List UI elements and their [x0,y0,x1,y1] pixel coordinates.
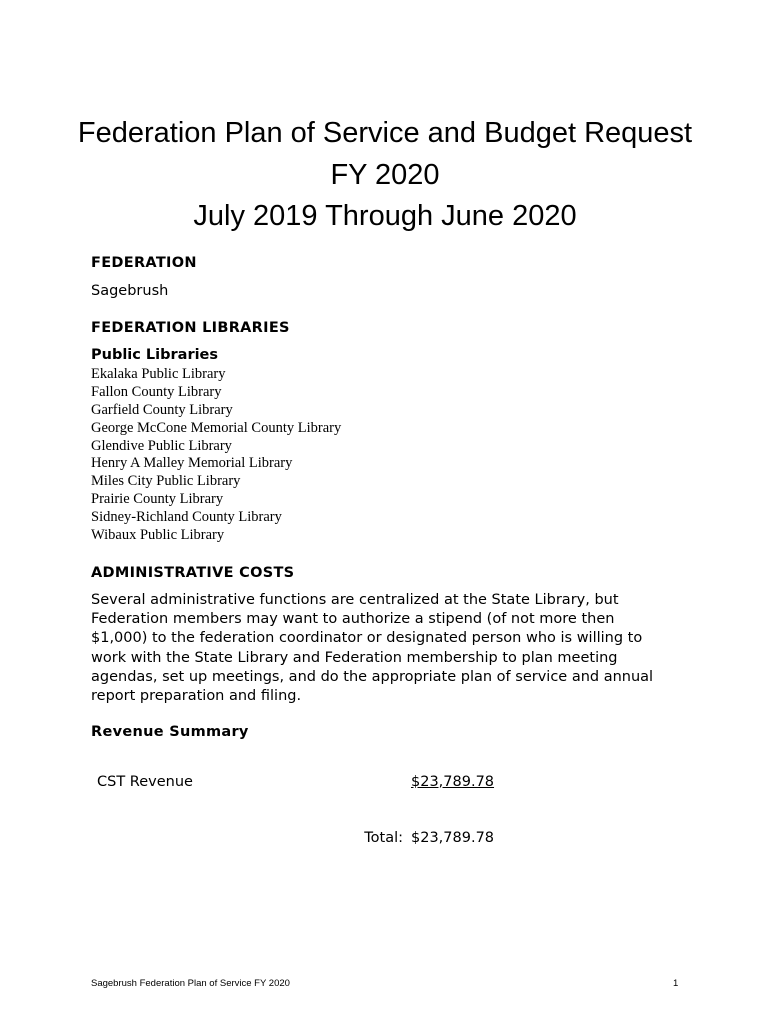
library-list [91,366,341,545]
federation-libraries-heading: FEDERATION LIBRARIES [91,320,290,336]
administrative-costs-paragraph [91,591,691,706]
list-item: George McCone Memorial County Library [91,419,342,436]
paragraph-line: work with the State Library and Federation membership to plan meeting [91,649,618,666]
list-item: Prairie County Library [91,491,224,508]
total-amount: $23,789.78 [411,830,495,846]
list-item: Wibaux Public Library [91,527,225,544]
document-title: Federation Plan of Service and Budget Request [77,117,693,149]
paragraph-line: Several administrative functions are centralized at the State Library, but [91,592,619,608]
list-item: Fallon County Library [91,383,222,400]
total-label: Total: [364,830,403,846]
list-item: Garfield County Library [91,401,233,418]
paragraph-line: Federation members may want to authorize a stipend (of not more then [91,611,615,628]
list-item: Glendive Public Library [91,437,232,454]
paragraph-line: agendas, set up meetings, and do the appropriate plan of service and annual [91,668,654,685]
list-item: Miles City Public Library [91,473,241,490]
federation-name: Sagebrush [91,283,169,299]
paragraph-line: report preparation and filing. [91,688,302,705]
federation-heading: FEDERATION [91,255,197,271]
list-item: Sidney-Richland County Library [91,509,282,526]
list-item: Henry A Malley Memorial Library [91,455,293,472]
page-number: 1 [673,978,679,989]
administrative-costs-heading: ADMINISTRATIVE COSTS [91,565,295,581]
page-footer: Sagebrush Federation Plan of Service FY 2020 [91,978,290,989]
date-range: July 2019 Through June 2020 [193,200,577,232]
cst-revenue-label: CST Revenue [97,774,193,790]
fiscal-year: FY 2020 [330,159,440,191]
paragraph-line: $1,000) to the federation coordinator or designated person who is willing to [91,630,643,647]
public-libraries-subheading: Public Libraries [91,347,219,363]
revenue-summary-heading: Revenue Summary [91,724,249,740]
cst-revenue-amount: $23,789.78 [411,774,495,790]
list-item: Ekalaka Public Library [91,366,226,382]
